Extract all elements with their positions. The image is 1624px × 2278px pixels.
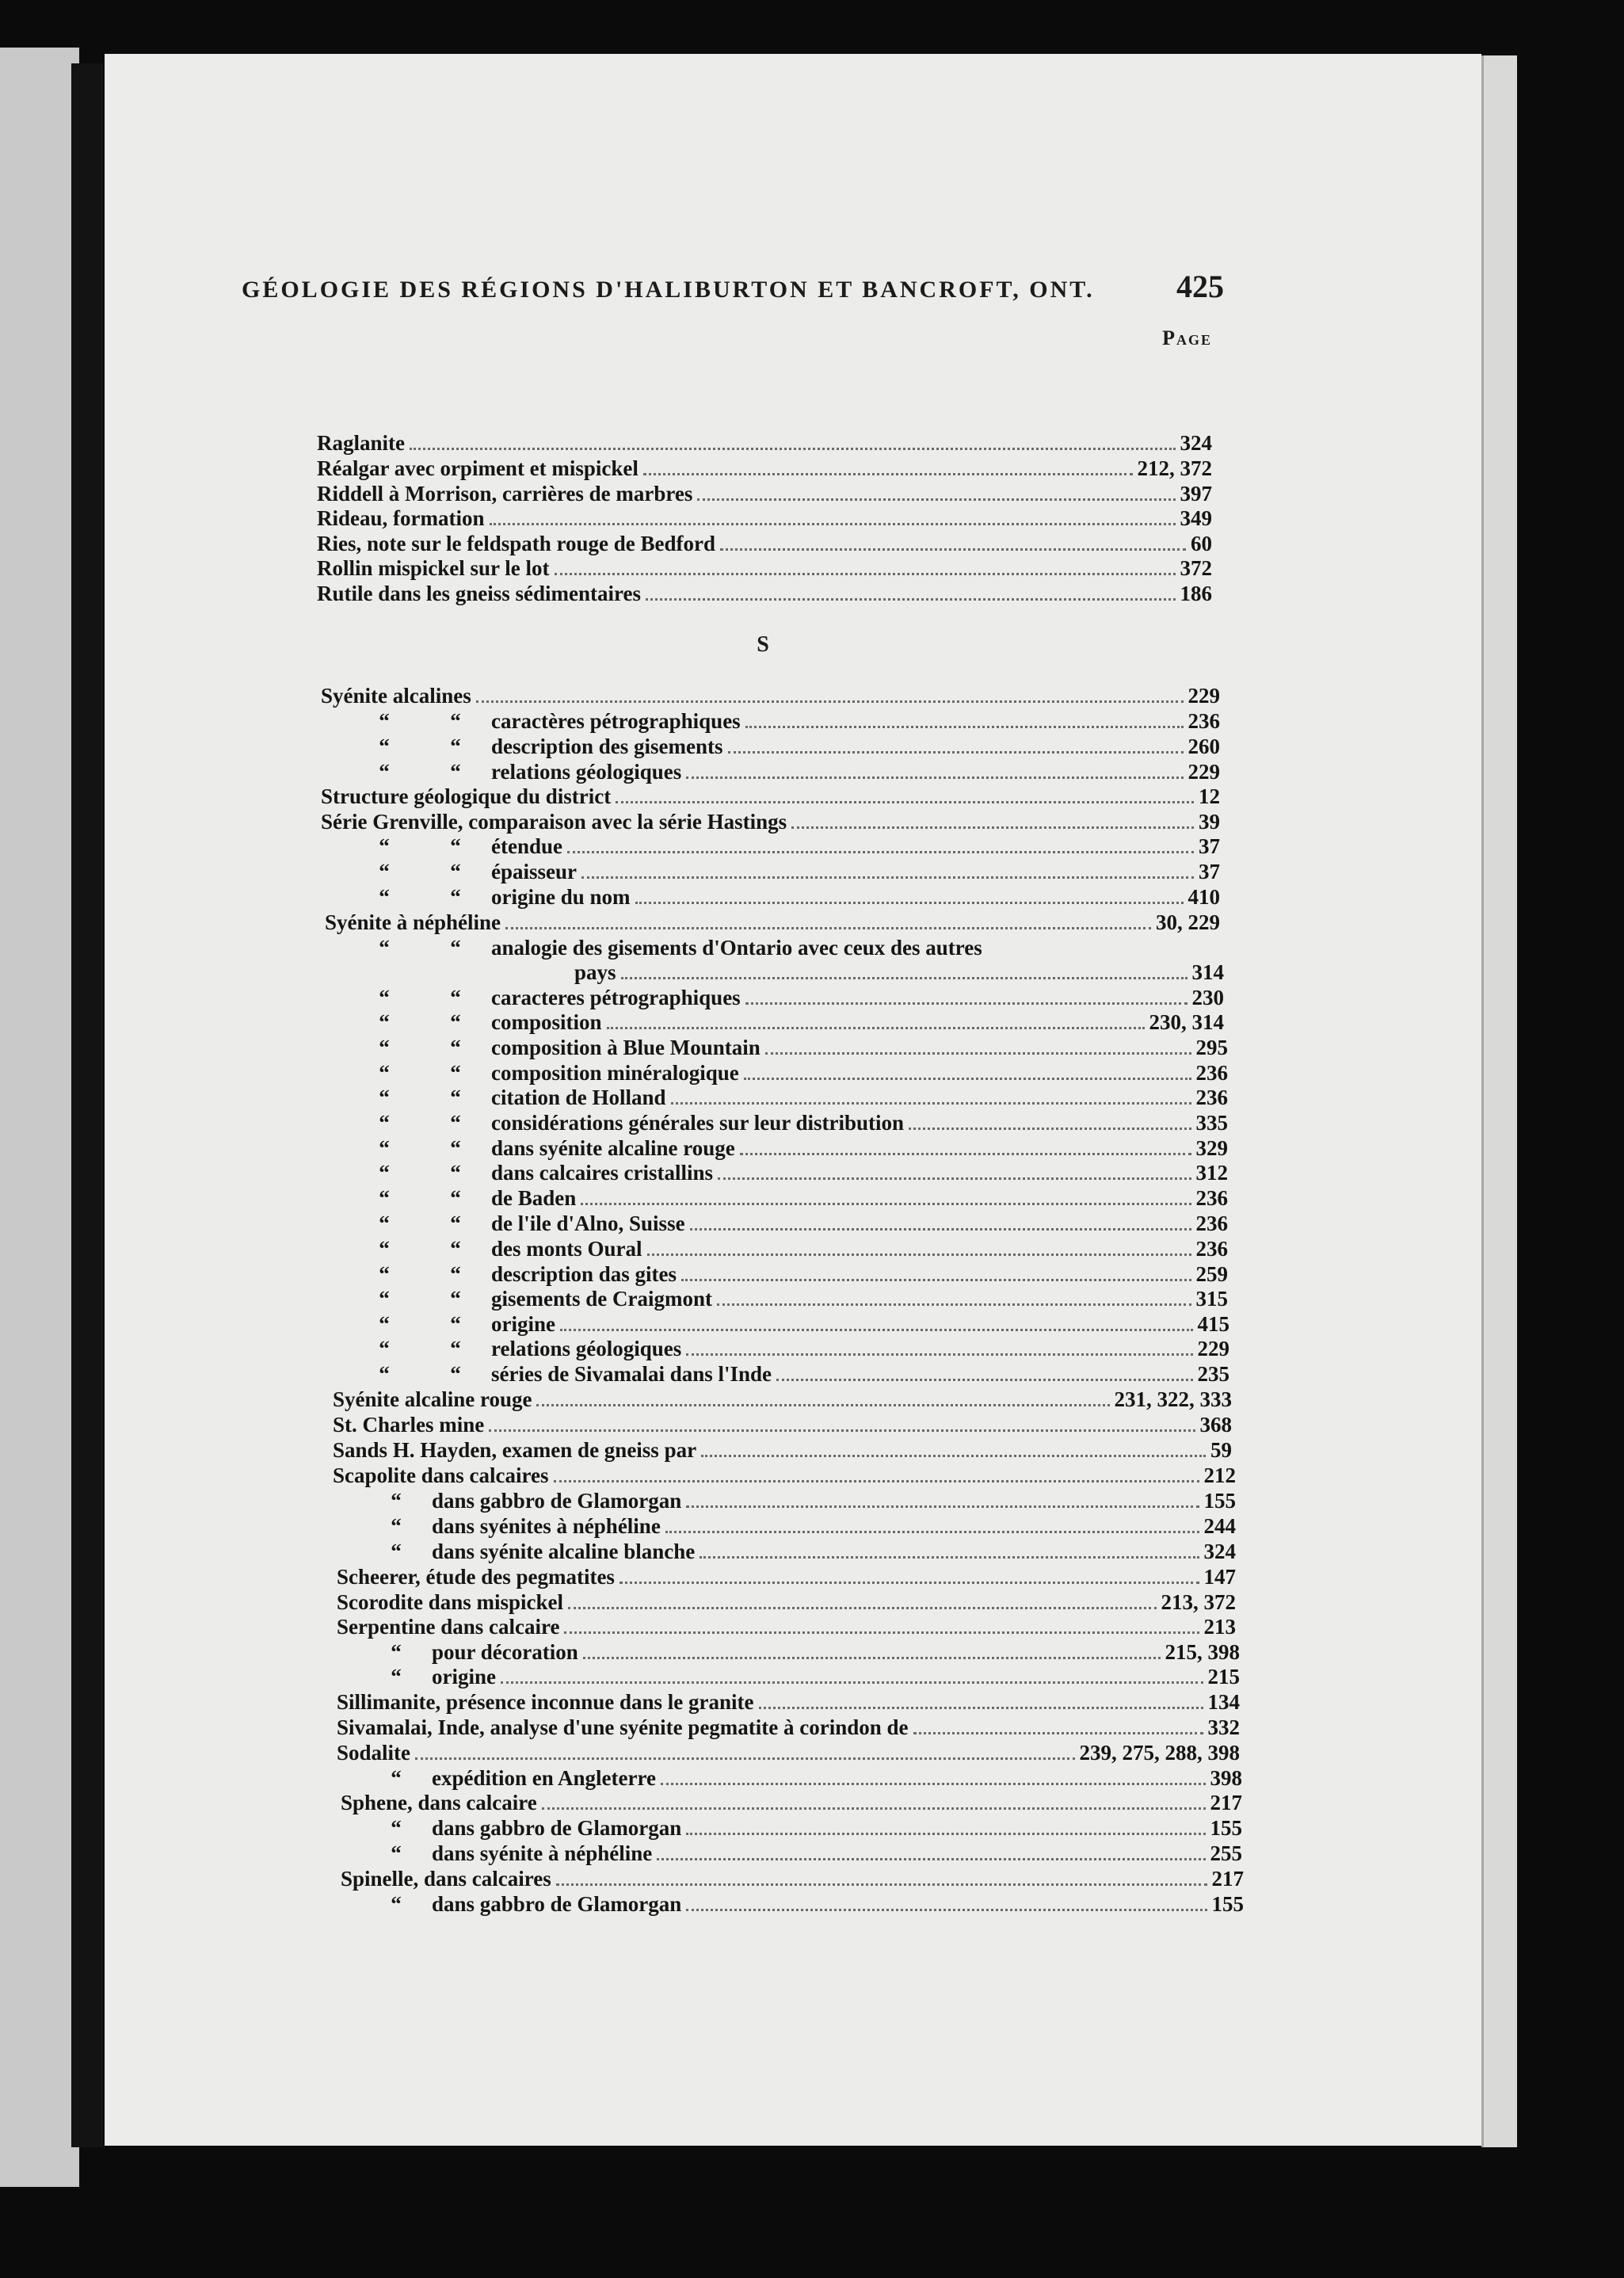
dot-leader xyxy=(744,1078,1191,1080)
entry-text: composition minéralogique xyxy=(491,1061,739,1085)
ditto-mark: “ xyxy=(450,1337,461,1360)
index-entry-scheerer xyxy=(337,1564,1236,1589)
index-entry-sa-description xyxy=(349,734,1220,759)
page-reference: 312 xyxy=(1195,1161,1228,1185)
page-reference: 30, 229 xyxy=(1156,910,1220,934)
index-entry-se-decoration xyxy=(360,1639,1240,1665)
page-reference: 12 xyxy=(1199,784,1220,808)
dot-leader xyxy=(647,1253,1191,1256)
dot-leader xyxy=(555,573,1176,575)
entry-text: pour décoration xyxy=(432,1640,578,1664)
index-entry-sivamalai xyxy=(337,1715,1240,1740)
ditto-mark: “ xyxy=(391,1640,402,1664)
ditto-mark: “ xyxy=(379,1086,390,1109)
ditto-mark: “ xyxy=(391,1540,402,1563)
entry-text: origine xyxy=(432,1665,496,1688)
ditto-mark: “ xyxy=(391,1514,402,1538)
page-reference: 213 xyxy=(1203,1615,1236,1639)
dot-leader xyxy=(791,826,1194,829)
index-entry-realgar xyxy=(317,456,1212,481)
index-entry-rutile xyxy=(317,581,1212,606)
index-entry-scapolite xyxy=(333,1463,1236,1488)
dot-leader xyxy=(564,1631,1199,1634)
dot-leader xyxy=(616,801,1194,803)
dot-leader xyxy=(410,448,1176,450)
page-reference: 236 xyxy=(1195,1086,1228,1109)
dot-leader xyxy=(700,1556,1199,1559)
entry-text: Scorodite dans mispickel xyxy=(337,1590,564,1614)
ditto-mark: “ xyxy=(391,1892,402,1916)
dot-leader xyxy=(728,751,1184,754)
dot-leader xyxy=(701,1455,1206,1457)
ditto-mark: “ xyxy=(379,1061,390,1085)
page-reference: 215, 398 xyxy=(1165,1640,1240,1664)
dot-leader xyxy=(554,1480,1199,1482)
dot-leader xyxy=(581,876,1194,879)
entry-text: Syénite alcalines xyxy=(321,684,471,708)
index-entry-se-origine xyxy=(360,1664,1240,1689)
index-entry-sn-mineralogique xyxy=(349,1060,1228,1086)
entry-text: St. Charles mine xyxy=(333,1413,485,1437)
entry-text: dans syénite alcaline rouge xyxy=(491,1136,735,1160)
index-entry-sn-craigmont xyxy=(349,1286,1228,1311)
ditto-mark: “ xyxy=(450,709,461,733)
page-reference: 217 xyxy=(1210,1791,1242,1814)
page-reference: 315 xyxy=(1195,1287,1228,1311)
dot-leader xyxy=(745,726,1184,728)
entry-text: Serpentine dans calcaire xyxy=(337,1615,560,1639)
index-entry-scorodite xyxy=(337,1589,1236,1615)
page-reference: 186 xyxy=(1180,582,1212,605)
dot-leader xyxy=(681,1279,1191,1281)
entry-text: dans gabbro de Glamorgan xyxy=(432,1489,682,1513)
ditto-mark: “ xyxy=(391,1841,402,1865)
ditto-mark: “ xyxy=(379,1237,390,1261)
index-entry-so-expedition xyxy=(360,1765,1242,1791)
page-reference: 37 xyxy=(1199,860,1220,883)
ditto-mark: “ xyxy=(450,1036,461,1059)
page-reference: 37 xyxy=(1199,834,1220,858)
page-reference: 324 xyxy=(1180,431,1212,455)
ditto-mark: “ xyxy=(450,1287,461,1311)
index-entry-syenite-alcalines xyxy=(321,683,1220,708)
index-entry-structure xyxy=(321,784,1220,809)
entry-text: citation de Holland xyxy=(491,1086,666,1109)
page-reference: 212, 372 xyxy=(1137,456,1212,480)
dot-leader xyxy=(646,598,1175,601)
dot-leader xyxy=(536,1404,1109,1406)
entry-text: Ries, note sur le feldspath rouge de Bedford xyxy=(317,532,716,555)
ditto-mark: “ xyxy=(379,735,390,758)
entry-text: expédition en Angleterre xyxy=(432,1766,656,1790)
page-reference: 372 xyxy=(1180,556,1212,580)
ditto-mark: “ xyxy=(379,1262,390,1286)
page-reference: 259 xyxy=(1195,1262,1228,1286)
index-entry-sp-nepheline xyxy=(360,1841,1242,1866)
dot-leader xyxy=(665,1531,1199,1533)
ditto-mark: “ xyxy=(450,1237,461,1261)
index-entry-sn-caracteres xyxy=(349,985,1224,1010)
index-entry-sc-nepheline xyxy=(360,1513,1236,1539)
ditto-mark: “ xyxy=(391,1665,402,1688)
ditto-mark: “ xyxy=(450,1186,461,1210)
dot-leader xyxy=(740,1153,1191,1155)
ditto-mark: “ xyxy=(379,1337,390,1360)
index-entry-sg-etendue xyxy=(349,834,1220,859)
index-entry-sn-alno xyxy=(349,1211,1228,1236)
page-reference: 229 xyxy=(1188,760,1220,784)
dot-leader xyxy=(697,498,1175,501)
ditto-mark: “ xyxy=(391,1489,402,1513)
dot-leader xyxy=(686,1505,1199,1508)
page-reference: 215 xyxy=(1207,1665,1240,1688)
entry-text: composition xyxy=(491,1010,602,1034)
dot-leader xyxy=(720,548,1186,551)
index-entry-sg-epaisseur xyxy=(349,859,1220,884)
entry-text: séries de Sivamalai dans l'Inde xyxy=(491,1362,772,1386)
dot-leader xyxy=(686,1833,1205,1835)
dot-leader xyxy=(501,1681,1203,1684)
entry-text: Sivamalai, Inde, analyse d'une syénite pegmatite à corindon de xyxy=(337,1715,909,1739)
ditto-mark: “ xyxy=(450,1010,461,1034)
page-reference: 213, 372 xyxy=(1161,1590,1236,1614)
index-entry-ries xyxy=(317,531,1212,556)
page-reference: 415 xyxy=(1197,1312,1229,1336)
entry-text: considérations générales sur leur distribution xyxy=(491,1111,905,1135)
index-entry-raglanite xyxy=(317,430,1212,456)
index-entry-sn-considerations xyxy=(349,1110,1228,1135)
index-entry-sphene xyxy=(341,1790,1242,1815)
page-number: 425 xyxy=(1176,269,1224,304)
page-reference: 329 xyxy=(1195,1136,1228,1160)
entry-text: dans gabbro de Glamorgan xyxy=(432,1816,682,1840)
ditto-mark: “ xyxy=(450,885,461,909)
ditto-mark: “ xyxy=(450,986,461,1009)
dot-leader xyxy=(560,1329,1193,1331)
dot-leader xyxy=(583,1657,1161,1659)
page-reference: 314 xyxy=(1191,960,1224,984)
ditto-mark: “ xyxy=(450,1211,461,1235)
entry-text: de Baden xyxy=(491,1186,577,1210)
entry-text: gisements de Craigmont xyxy=(491,1287,712,1311)
page-reference: 231, 322, 333 xyxy=(1114,1387,1232,1411)
dot-leader xyxy=(607,1027,1145,1029)
page-reference: 244 xyxy=(1203,1514,1236,1538)
entry-text: étendue xyxy=(491,834,562,858)
page-reference: 60 xyxy=(1191,532,1212,555)
entry-text: Rutile dans les gneiss sédimentaires xyxy=(317,582,642,605)
page-reference: 324 xyxy=(1203,1540,1236,1563)
dot-leader xyxy=(671,1102,1191,1105)
page-reference: 236 xyxy=(1188,709,1220,733)
entry-text: des monts Oural xyxy=(491,1237,642,1261)
index-entry-sn-calcaires xyxy=(349,1160,1228,1185)
page-reference: 217 xyxy=(1211,1867,1244,1891)
dot-leader xyxy=(745,1002,1188,1005)
page-reference: 397 xyxy=(1180,482,1212,506)
ditto-mark: “ xyxy=(379,1287,390,1311)
page-reference: 260 xyxy=(1188,735,1220,758)
page-reference: 155 xyxy=(1203,1489,1236,1513)
page-reference: 147 xyxy=(1203,1565,1236,1589)
index-entry-sc-gabbro xyxy=(360,1488,1236,1513)
entry-text: Riddell à Morrison, carrières de marbres xyxy=(317,482,693,506)
dot-leader xyxy=(661,1783,1206,1785)
index-entry-sn-gites xyxy=(349,1261,1228,1287)
ditto-mark: “ xyxy=(391,1766,402,1790)
entry-text: dans syénites à néphéline xyxy=(432,1514,661,1538)
entry-text: dans syénite à néphéline xyxy=(432,1841,653,1865)
ditto-mark: “ xyxy=(450,936,461,960)
index-entry-sn-analogie xyxy=(349,935,1224,960)
entry-text: Sillimanite, présence inconnue dans le granite xyxy=(337,1690,754,1714)
dot-leader xyxy=(776,1379,1192,1381)
entry-text: Structure géologique du district xyxy=(321,784,612,808)
entry-text: Sodalite xyxy=(337,1741,411,1765)
ditto-mark: “ xyxy=(379,1136,390,1160)
ditto-mark: “ xyxy=(379,760,390,784)
dot-leader xyxy=(717,1303,1191,1306)
index-entry-spi-gabbro xyxy=(360,1891,1244,1917)
section-letter: S xyxy=(757,632,769,657)
entry-text: Série Grenville, comparaison avec la série Hastings xyxy=(321,810,787,834)
entry-text: Sands H. Hayden, examen de gneiss par xyxy=(333,1438,697,1462)
entry-text: dans syénite alcaline blanche xyxy=(432,1540,696,1563)
ditto-mark: “ xyxy=(379,885,390,909)
index-entry-sa-relations xyxy=(349,759,1220,784)
index-entry-sn-sivamalai xyxy=(349,1361,1229,1387)
entry-text: Rideau, formation xyxy=(317,506,485,530)
dot-leader xyxy=(542,1807,1206,1810)
index-entry-serpentine xyxy=(337,1614,1236,1639)
page-reference: 39 xyxy=(1199,810,1220,834)
dot-leader xyxy=(765,1052,1191,1055)
entry-text: Rollin mispickel sur le lot xyxy=(317,556,550,580)
ditto-mark: “ xyxy=(450,1312,461,1336)
ditto-mark: “ xyxy=(450,1061,461,1085)
index-entry-sn-holland xyxy=(349,1085,1228,1110)
page-reference: 335 xyxy=(1195,1111,1228,1135)
index-entry-sn-composition xyxy=(349,1009,1224,1035)
index-entry-sillimanite xyxy=(337,1689,1240,1715)
index-entry-sn-baden xyxy=(349,1185,1228,1211)
index-entry-rollin xyxy=(317,555,1212,581)
page-reference: 368 xyxy=(1199,1413,1232,1437)
ditto-mark: “ xyxy=(450,860,461,883)
entry-text: Réalgar avec orpiment et mispickel xyxy=(317,456,639,480)
ditto-mark: “ xyxy=(379,709,390,733)
ditto-mark: “ xyxy=(379,986,390,1009)
entry-text: relations géologiques xyxy=(491,1337,682,1360)
index-entry-sn-pays xyxy=(574,960,1224,985)
entry-text: Raglanite xyxy=(317,431,405,455)
ditto-mark: “ xyxy=(379,936,390,960)
dot-leader xyxy=(581,1203,1191,1205)
ditto-mark: “ xyxy=(379,1211,390,1235)
page-reference: 230 xyxy=(1191,986,1224,1009)
ditto-mark: “ xyxy=(450,1161,461,1185)
page-reference: 295 xyxy=(1195,1036,1228,1059)
index-entry-sp-gabbro xyxy=(360,1815,1242,1841)
ditto-mark: “ xyxy=(379,1186,390,1210)
page-reference: 230, 314 xyxy=(1149,1010,1224,1034)
ditto-mark: “ xyxy=(379,834,390,858)
dot-leader xyxy=(567,851,1194,853)
ditto-mark: “ xyxy=(379,860,390,883)
page-reference: 239, 275, 288, 398 xyxy=(1079,1741,1240,1765)
page-reference: 332 xyxy=(1207,1715,1240,1739)
entry-text: origine du nom xyxy=(491,885,631,909)
page-reference: 398 xyxy=(1210,1766,1242,1790)
entry-text: Syénite à néphéline xyxy=(325,910,501,934)
page-reference: 410 xyxy=(1188,885,1220,909)
page-reference: 236 xyxy=(1195,1186,1228,1210)
index-entry-syenite-nepheline xyxy=(325,910,1220,935)
ditto-mark: “ xyxy=(450,1262,461,1286)
dot-leader xyxy=(657,1858,1205,1860)
page-reference: 229 xyxy=(1197,1337,1229,1360)
ditto-mark: “ xyxy=(450,1136,461,1160)
dot-leader xyxy=(686,1909,1207,1911)
ditto-mark: “ xyxy=(450,760,461,784)
ditto-mark: “ xyxy=(450,735,461,758)
index-entry-sn-blue-mountain xyxy=(349,1035,1228,1060)
page-reference: 59 xyxy=(1210,1438,1232,1462)
entry-text: pays xyxy=(574,960,616,984)
entry-text: de l'ile d'Alno, Suisse xyxy=(491,1211,685,1235)
dot-leader xyxy=(913,1732,1203,1734)
dot-leader xyxy=(686,1353,1192,1356)
dot-leader xyxy=(759,1707,1203,1709)
dot-leader xyxy=(619,1582,1199,1584)
entry-text: Scheerer, étude des pegmatites xyxy=(337,1565,615,1589)
page-reference: 155 xyxy=(1210,1816,1242,1840)
entry-text: analogie des gisements d'Ontario avec ceux des autres xyxy=(491,936,982,960)
dot-leader xyxy=(489,1429,1195,1432)
dot-leader xyxy=(505,927,1151,929)
page-reference: 255 xyxy=(1210,1841,1242,1865)
dot-leader xyxy=(568,1607,1156,1609)
entry-text: Sphene, dans calcaire xyxy=(341,1791,537,1814)
index-entry-sands-hayden xyxy=(333,1437,1232,1463)
running-title: GÉOLOGIE DES RÉGIONS D'HALIBURTON ET BANCROFT, ONT. xyxy=(242,277,1095,303)
entry-text: dans gabbro de Glamorgan xyxy=(432,1892,682,1916)
page-reference: 236 xyxy=(1195,1061,1228,1085)
ditto-mark: “ xyxy=(379,1362,390,1386)
entry-text: caracteres pétrographiques xyxy=(491,986,741,1009)
page-reference: 349 xyxy=(1180,506,1212,530)
page-reference: 134 xyxy=(1207,1690,1240,1714)
dot-leader xyxy=(686,777,1183,779)
entry-text: caractères pétrographiques xyxy=(491,709,741,733)
ditto-mark: “ xyxy=(450,834,461,858)
index-entry-sn-alcaline-rouge xyxy=(349,1135,1228,1161)
index-entry-sn-origine xyxy=(349,1311,1229,1337)
entry-text: dans calcaires cristallins xyxy=(491,1161,713,1185)
entry-text: Scapolite dans calcaires xyxy=(333,1463,549,1487)
dot-leader xyxy=(415,1757,1074,1760)
index-entry-sodalite xyxy=(337,1740,1240,1765)
index-entry-serie-grenville xyxy=(321,809,1220,834)
ditto-mark: “ xyxy=(379,1036,390,1059)
index-entry-rideau xyxy=(317,506,1212,531)
index-entry-sn-oural xyxy=(349,1236,1228,1261)
page-reference: 236 xyxy=(1195,1237,1228,1261)
page-reference: 229 xyxy=(1188,684,1220,708)
ditto-mark: “ xyxy=(391,1816,402,1840)
entry-text: description das gites xyxy=(491,1262,677,1286)
index-entry-spinelle xyxy=(341,1866,1244,1891)
ditto-mark: “ xyxy=(450,1111,461,1135)
dot-leader xyxy=(476,700,1184,703)
entry-text: relations géologiques xyxy=(491,760,682,784)
dot-leader xyxy=(690,1228,1191,1231)
index-entry-sc-blanche xyxy=(360,1539,1236,1564)
index-entry-riddell xyxy=(317,481,1212,506)
page-reference: 235 xyxy=(1197,1362,1229,1386)
page-reference: 236 xyxy=(1195,1211,1228,1235)
dot-leader xyxy=(909,1128,1191,1130)
ditto-mark: “ xyxy=(379,1111,390,1135)
ditto-mark: “ xyxy=(450,1086,461,1109)
index-entry-sa-caracteres xyxy=(349,708,1220,734)
ditto-mark: “ xyxy=(450,1362,461,1386)
entry-text: Spinelle, dans calcaires xyxy=(341,1867,551,1891)
dot-leader xyxy=(490,523,1176,525)
index-entry-st-charles xyxy=(333,1412,1232,1437)
ditto-mark: “ xyxy=(379,1312,390,1336)
entry-text: Syénite alcaline rouge xyxy=(333,1387,532,1411)
entry-text: épaisseur xyxy=(491,860,577,883)
page-reference: 155 xyxy=(1211,1892,1244,1916)
dot-leader xyxy=(635,902,1184,904)
entry-text: composition à Blue Mountain xyxy=(491,1036,761,1059)
entry-text: origine xyxy=(491,1312,555,1336)
page-column-label: Page xyxy=(1162,326,1212,349)
dot-leader xyxy=(718,1177,1191,1180)
dot-leader xyxy=(621,977,1188,979)
ditto-mark: “ xyxy=(379,1161,390,1185)
index-entry-syenite-alcaline-rouge xyxy=(333,1387,1232,1412)
index-entry-sg-origine xyxy=(349,884,1220,910)
entry-text: description des gisements xyxy=(491,735,723,758)
dot-leader xyxy=(556,1883,1207,1886)
page-reference: 212 xyxy=(1203,1463,1236,1487)
dot-leader xyxy=(643,473,1133,475)
ditto-mark: “ xyxy=(379,1010,390,1034)
index-entry-sn-relations xyxy=(349,1336,1229,1361)
